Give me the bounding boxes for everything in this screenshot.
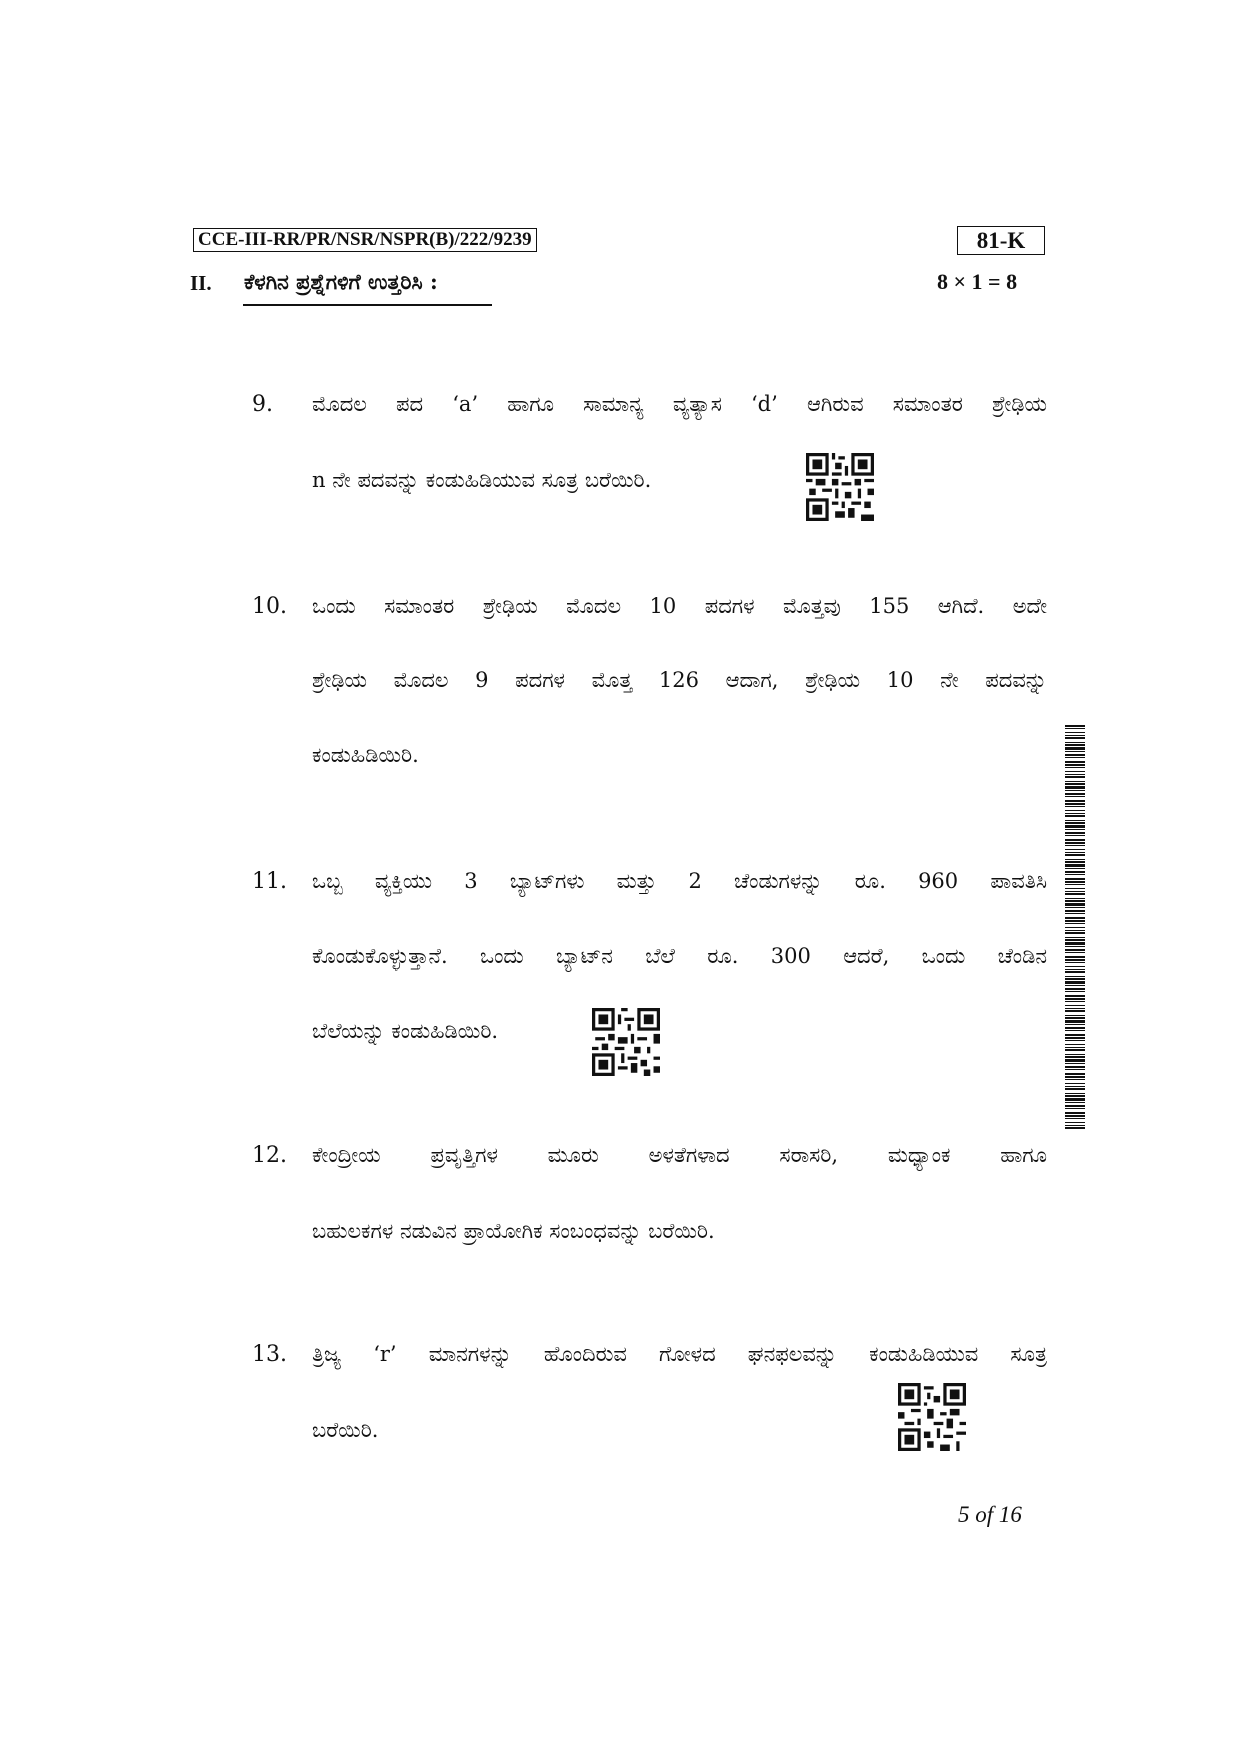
question-text-line: ಒಂದು ಸಮಾಂತರ ಶ್ರೇಢಿಯ ಮೊದಲ 10 ಪದಗಳ ಮೊತ್ತವು 155 ಆಗಿದೆ. ಅದೇ — [312, 594, 1047, 618]
question-text-line: ಕೇಂದ್ರೀಯ ಪ್ರವೃತ್ತಿಗಳ ಮೂರು ಅಳತೆಗಳಾದ ಸರಾಸರಿ, ಮಧ್ಯಾಂಕ ಹಾಗೂ — [312, 1143, 1047, 1167]
section-title-underline — [243, 304, 492, 306]
question-text-line: ಬಹುಲಕಗಳ ನಡುವಿನ ಪ್ರಾಯೋಗಿಕ ಸಂಬಂಧವನ್ನು ಬರೆಯಿರಿ. — [312, 1219, 715, 1243]
question-text-line: ಬೆಲೆಯನ್ನು ಕಂಡುಹಿಡಿಯಿರಿ. — [312, 1019, 499, 1043]
barcode-icon — [1065, 725, 1085, 1129]
question-number: 9. — [252, 392, 273, 417]
qr-code-icon — [592, 1008, 660, 1076]
question-number: 13. — [252, 1342, 287, 1367]
question-text-line: ಬರೆಯಿರಿ. — [312, 1418, 379, 1442]
question-number: 12. — [252, 1143, 287, 1168]
page-number: 5 of 16 — [958, 1502, 1022, 1527]
qr-code-icon — [806, 453, 874, 521]
question-text-line: ಕೊಂಡುಕೊಳ್ಳುತ್ತಾನೆ. ಒಂದು ಬ್ಯಾಟ್‌ನ ಬೆಲೆ ರೂ. 300 ಆದರೆ, ಒಂದು ಚೆಂಡಿನ — [312, 944, 1047, 968]
question-text-line: ಶ್ರೇಢಿಯ ಮೊದಲ 9 ಪದಗಳ ಮೊತ್ತ 126 ಆದಾಗ, ಶ್ರೇಢಿಯ 10 ನೇ ಪದವನ್ನು — [312, 668, 1047, 692]
question-text-line: n ನೇ ಪದವನ್ನು ಕಂಡುಹಿಡಿಯುವ ಸೂತ್ರ ಬರೆಯಿರಿ. — [312, 468, 652, 492]
question-number: 10. — [252, 594, 287, 619]
paper-code: CCE-III-RR/PR/NSR/NSPR(B)/222/9239 — [193, 228, 537, 252]
qr-code-icon — [898, 1383, 966, 1451]
set-code: 81-K — [957, 226, 1045, 255]
section-marks: 8 × 1 = 8 — [937, 269, 1018, 294]
section-title: ಕೆಳಗಿನ ಪ್ರಶ್ನೆಗಳಿಗೆ ಉತ್ತರಿಸಿ : — [244, 269, 438, 294]
question-text-line: ತ್ರಿಜ್ಯ ‘r’ ಮಾನಗಳನ್ನು ಹೊಂದಿರುವ ಗೋಳದ ಘನಫಲವನ್ನು ಕಂಡುಹಿಡಿಯುವ ಸೂತ್ರ — [312, 1342, 1047, 1366]
question-text-line: ಕಂಡುಹಿಡಿಯಿರಿ. — [312, 743, 419, 767]
question-text-line: ಮೊದಲ ಪದ ‘a’ ಹಾಗೂ ಸಾಮಾನ್ಯ ವ್ಯತ್ಯಾಸ ‘d’ ಆಗಿರುವ ಸಮಾಂತರ ಶ್ರೇಢಿಯ — [312, 392, 1047, 416]
question-text-line: ಒಬ್ಬ ವ್ಯಕ್ತಿಯು 3 ಬ್ಯಾಟ್‌ಗಳು ಮತ್ತು 2 ಚೆಂಡುಗಳನ್ನು ರೂ. 960 ಪಾವತಿಸಿ — [312, 869, 1047, 893]
question-number: 11. — [252, 869, 287, 894]
section-number: II. — [190, 271, 212, 295]
